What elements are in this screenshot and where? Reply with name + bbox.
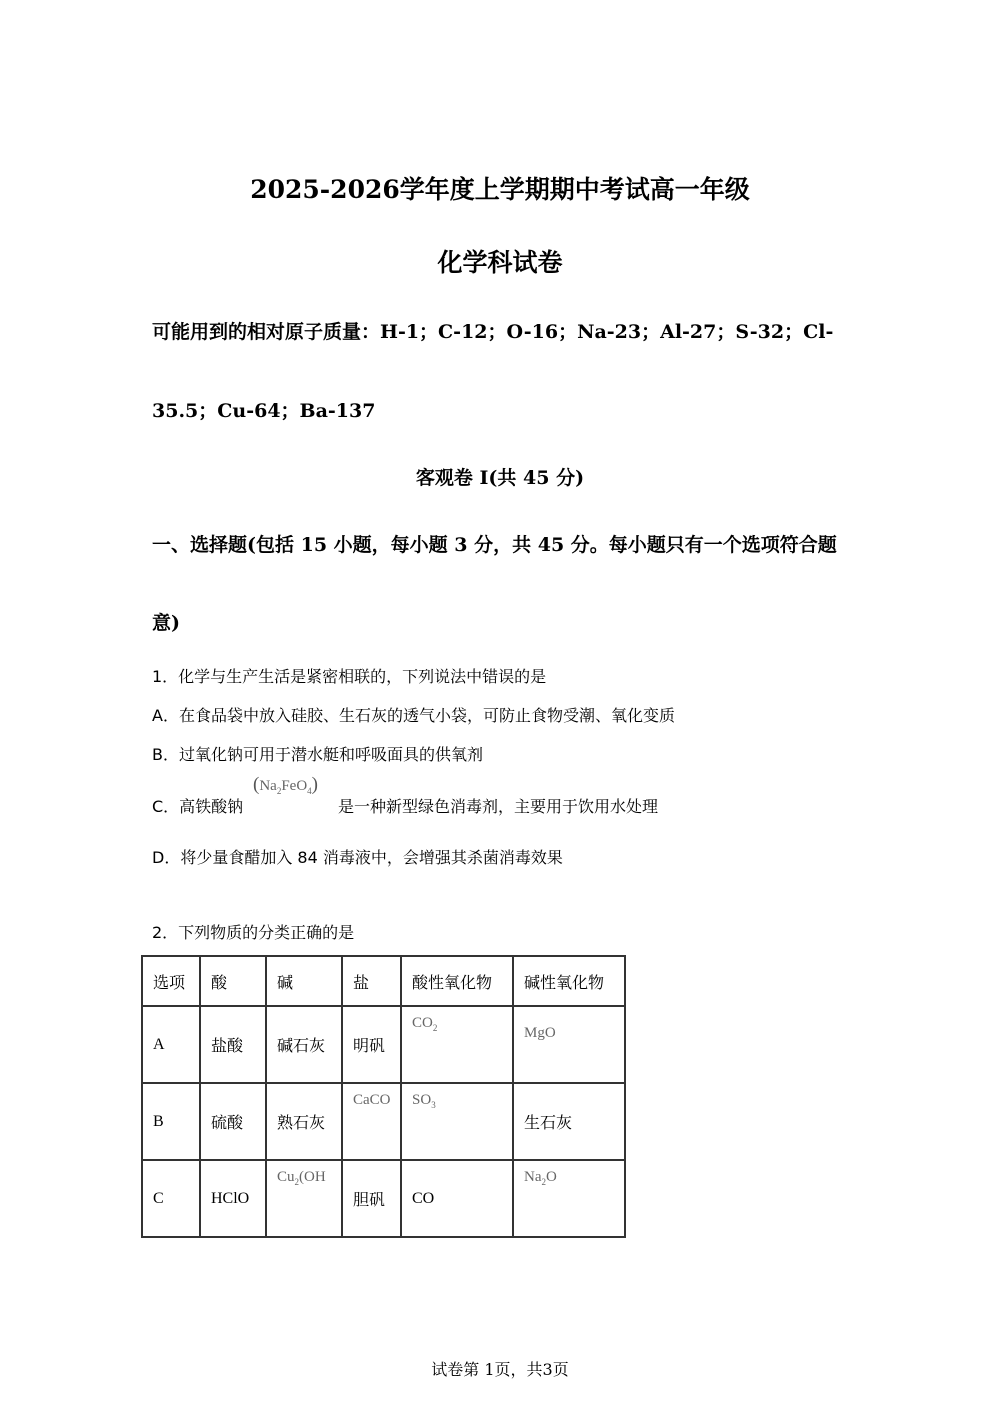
header-acid: 酸: [200, 956, 266, 1006]
header-base: 碱: [266, 956, 342, 1006]
cell-option: C: [142, 1160, 200, 1237]
cell-salt: [342, 1083, 401, 1160]
sodium-ferrate-formula: $(Na_2FeO_4)$: [253, 774, 318, 796]
mgo-formula: MgO: [524, 1025, 556, 1041]
question-1-option-a: A．在食品袋中放入硅胶、生石灰的透气小袋，可防止食物受潮、氧化变质: [152, 706, 675, 725]
na2o-formula: $Na_2O$: [524, 1169, 557, 1187]
co2-formula: $CO_2$: [412, 1015, 438, 1033]
cell-salt: 胆矾: [342, 1160, 401, 1237]
cell-acid: 盐酸: [200, 1006, 266, 1083]
option-c-prefix: C．高铁酸钠: [152, 797, 244, 816]
header-salt: 盐: [342, 956, 401, 1006]
question-1-option-c: [152, 794, 243, 817]
exam-subject: 化学科试卷: [437, 248, 563, 277]
objective-section-header: 客观卷 I(共 45 分): [415, 467, 585, 489]
question-1-option-d: D．将少量食醋加入 84 消毒液中，会增强其杀菌消毒效果: [152, 848, 563, 867]
header-acidic-oxide: 酸性氧化物: [401, 956, 513, 1006]
table-row: [142, 1006, 625, 1083]
section-1-instructions: 一、选择题(包括 15 小题，每小题 3 分，共 45 分。每小题只有一个选项符合题: [152, 534, 837, 556]
caco3-formula: CaCO: [353, 1092, 391, 1108]
question-1-option-b: B．过氧化钠可用于潜水艇和呼吸面具的供氧剂: [152, 745, 483, 764]
table-row: [142, 1160, 625, 1237]
cell-salt: 明矾: [342, 1006, 401, 1083]
cell-acid: HClO: [200, 1160, 266, 1237]
section-1-instructions-cont: 意): [152, 612, 180, 634]
question-1-stem: 1．化学与生产生活是紧密相联的，下列说法中错误的是: [152, 667, 547, 686]
cell-basic-oxide: 生石灰: [513, 1083, 625, 1160]
header-basic-oxide: 碱性氧化物: [513, 956, 625, 1006]
atomic-mass-line-1: 可能用到的相对原子质量：H-1；C-12；O-16；Na-23；Al-27；S-32；Cl-: [152, 321, 834, 343]
option-c-suffix: 是一种新型绿色消毒剂，主要用于饮用水处理: [338, 797, 659, 816]
page-footer: 试卷第 1页，共3页: [431, 1360, 569, 1379]
cell-acidic-oxide: CO: [401, 1160, 513, 1237]
atomic-mass-line-2: 35.5；Cu-64；Ba-137: [152, 400, 376, 422]
copper-hydroxide-formula: $Cu_2(OH$: [277, 1169, 326, 1187]
cell-option: A: [142, 1006, 200, 1083]
table-header-row: [142, 956, 625, 1006]
exam-title: 2025-2026学年度上学期期中考试高一年级: [250, 175, 750, 204]
cell-basic-oxide: [513, 1160, 625, 1237]
cell-acidic-oxide: [401, 1083, 513, 1160]
cell-acidic-oxide: [401, 1006, 513, 1083]
classification-table: [141, 955, 626, 1238]
cell-base: 碱石灰: [266, 1006, 342, 1083]
cell-basic-oxide: [513, 1006, 625, 1083]
question-2-stem: 2．下列物质的分类正确的是: [152, 923, 355, 942]
header-option: 选项: [142, 956, 200, 1006]
cell-acid: 硫酸: [200, 1083, 266, 1160]
cell-base: 熟石灰: [266, 1083, 342, 1160]
cell-base: [266, 1160, 342, 1237]
table-row: [142, 1083, 625, 1160]
so3-formula: $SO_3$: [412, 1092, 436, 1110]
cell-option: B: [142, 1083, 200, 1160]
